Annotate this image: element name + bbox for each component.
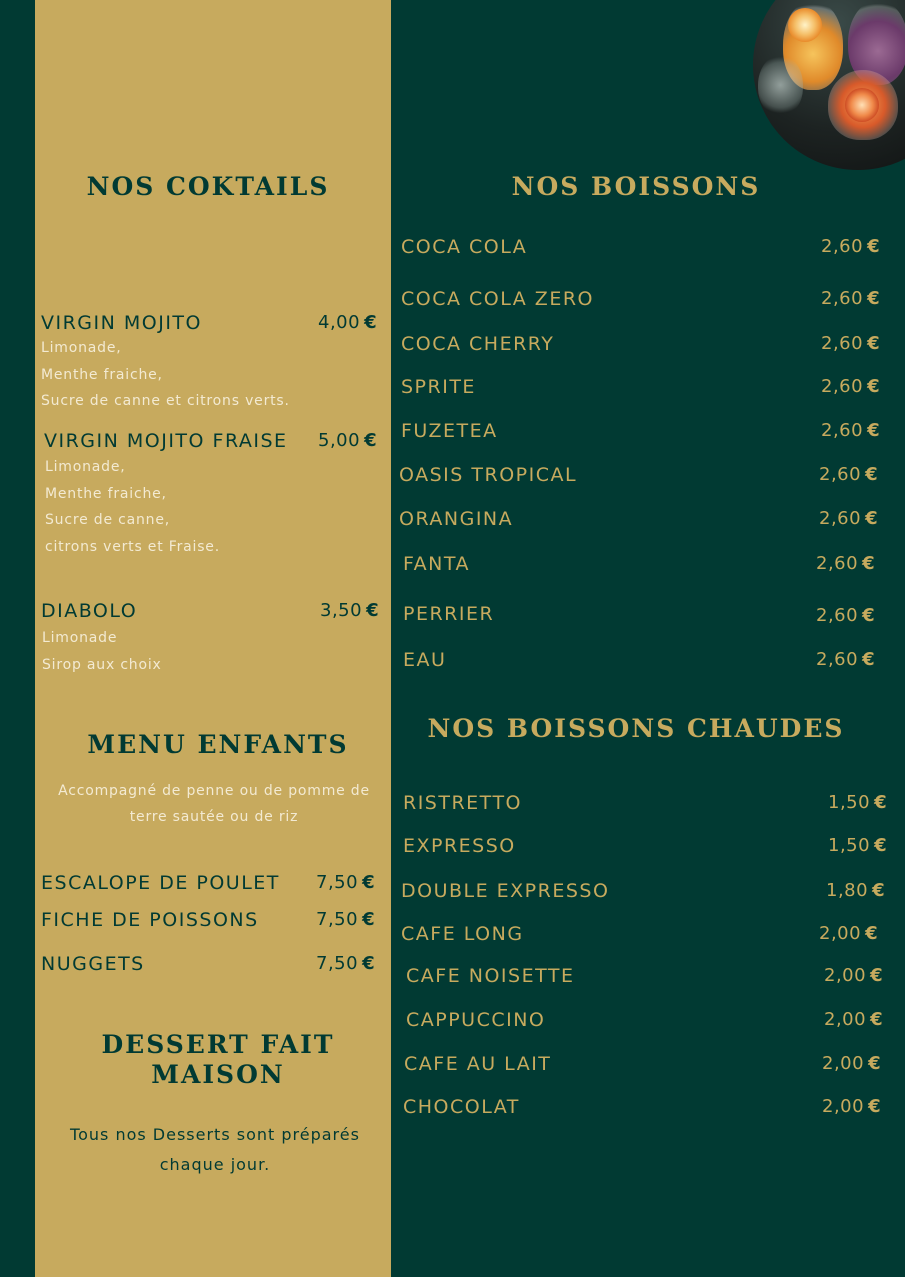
hot-drink-name: CAFE AU LAIT xyxy=(404,1053,552,1075)
drink-price: 2,60 € xyxy=(821,288,881,309)
dessert-title-line: DESSERT FAIT xyxy=(101,1030,335,1059)
desc-line: Limonade, xyxy=(41,340,122,356)
desc-line: citrons verts et Fraise. xyxy=(45,538,220,555)
drinks-title: NOS BOISSONS xyxy=(511,172,761,201)
kids-item-price: 7,50 € xyxy=(316,872,376,893)
hot-drink-price: 1,50 € xyxy=(828,792,888,813)
drink-name: FUZETEA xyxy=(401,420,498,442)
drink-name: COCA COLA ZERO xyxy=(401,288,594,310)
drink-name: EAU xyxy=(403,649,447,671)
cocktail-name: VIRGIN MOJITO xyxy=(41,312,202,334)
kids-item-name: NUGGETS xyxy=(41,953,145,975)
hot-drink-name: EXPRESSO xyxy=(403,835,516,857)
kids-item-price: 7,50 € xyxy=(316,909,376,930)
hot-drink-name: CAPPUCCINO xyxy=(406,1009,546,1031)
cocktail-desc xyxy=(45,454,220,560)
drink-price: 2,60 € xyxy=(819,508,879,529)
cocktail-desc xyxy=(42,625,162,678)
drink-price: 2,60 € xyxy=(821,420,881,441)
hot-drink-price: 2,00 € xyxy=(824,1009,884,1030)
drink-name: PERRIER xyxy=(403,603,495,625)
desc-line: Limonade, xyxy=(45,459,126,475)
drink-name: COCA COLA xyxy=(401,236,528,258)
dessert-note-line: Tous nos Desserts sont préparés xyxy=(70,1125,360,1144)
drink-name: ORANGINA xyxy=(399,508,514,530)
cocktails-title: NOS COKTAILS xyxy=(86,172,330,201)
cocktail-photo-icon xyxy=(753,0,905,170)
hot-drink-price: 2,00 € xyxy=(822,1053,882,1074)
drink-price: 2,60 € xyxy=(821,376,881,397)
dessert-note xyxy=(35,1120,395,1180)
cocktail-desc xyxy=(41,335,290,415)
hot-drink-name: CHOCOLAT xyxy=(403,1096,520,1118)
cocktail-price: 3,50 € xyxy=(320,600,380,621)
hot-drink-name: CAFE LONG xyxy=(401,923,524,945)
kids-note: Accompagné de penne ou de pomme de terre sautée ou de riz xyxy=(58,783,370,825)
kids-item-price: 7,50 € xyxy=(316,953,376,974)
drink-name: FANTA xyxy=(403,553,471,575)
cocktail-price: 4,00 € xyxy=(318,312,378,333)
hot-drink-name: DOUBLE EXPRESSO xyxy=(401,880,610,902)
desc-line: Sucre de canne, xyxy=(45,512,171,528)
drink-price: 2,60 € xyxy=(821,236,881,257)
dessert-note-line: chaque jour. xyxy=(159,1155,271,1174)
drink-name: SPRITE xyxy=(401,376,476,398)
kids-item-name: FICHE DE POISSONS xyxy=(41,909,259,931)
cocktail-name: VIRGIN MOJITO FRAISE xyxy=(44,430,288,452)
desc-line: Menthe fraiche, xyxy=(41,366,163,383)
desc-line: Sucre de canne et citrons verts. xyxy=(41,393,290,409)
dessert-title-line: MAISON xyxy=(151,1060,285,1089)
drink-price: 2,60 € xyxy=(816,553,876,574)
desc-line: Sirop aux choix xyxy=(42,656,162,673)
desc-line: Limonade xyxy=(42,630,118,646)
drink-name: COCA CHERRY xyxy=(401,333,555,355)
hot-drink-name: CAFE NOISETTE xyxy=(406,965,575,987)
hot-drink-name: RISTRETTO xyxy=(403,792,523,814)
kids-item-name: ESCALOPE DE POULET xyxy=(41,872,280,894)
desc-line: Menthe fraiche, xyxy=(45,485,167,502)
drink-price: 2,60 € xyxy=(816,649,876,670)
hot-drinks-title: NOS BOISSONS CHAUDES xyxy=(427,714,845,743)
cocktail-name: DIABOLO xyxy=(41,600,138,622)
cocktail-price: 5,00 € xyxy=(318,430,378,451)
hot-drink-price: 2,00 € xyxy=(819,923,879,944)
hot-drink-price: 1,80 € xyxy=(826,880,886,901)
hot-drink-price: 1,50 € xyxy=(828,835,888,856)
drink-price: 2,60 € xyxy=(816,605,876,626)
hot-drink-price: 2,00 € xyxy=(822,1096,882,1117)
drink-price: 2,60 € xyxy=(819,464,879,485)
drink-name: OASIS TROPICAL xyxy=(399,464,578,486)
hot-drink-price: 2,00 € xyxy=(824,965,884,986)
dessert-title xyxy=(45,1030,391,1090)
kids-title: MENU ENFANTS xyxy=(87,730,349,759)
drink-price: 2,60 € xyxy=(821,333,881,354)
